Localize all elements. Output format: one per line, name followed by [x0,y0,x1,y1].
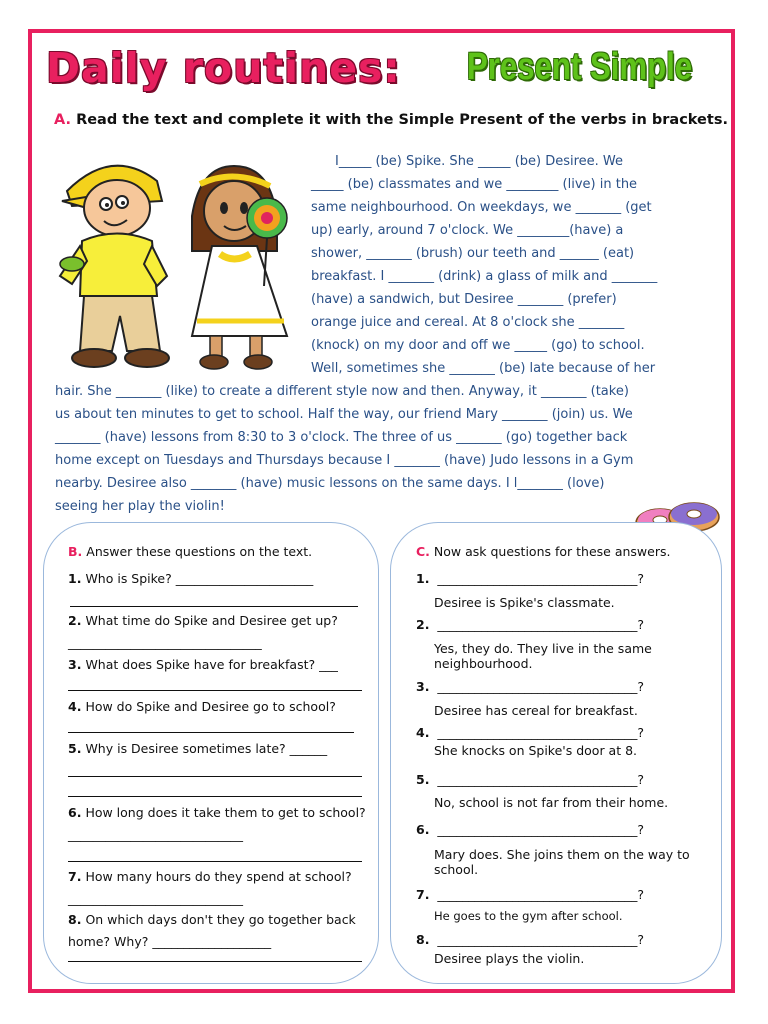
text-line: hair. She _______ (like) to create a different style now and then. Anyway, it _______ (take) [55,384,629,399]
reading-text-right [311,150,713,380]
question-5 [68,738,366,760]
c-answer-4: She knocks on Spike's door at 8. [434,743,638,758]
worksheet-title: Daily routines: [46,44,401,92]
text-line: _______ (have) lessons from 8:30 to 3 o'clock. The three of us _______ (go) together back [55,430,628,445]
item-number: 1. [416,571,430,586]
c-question-3 [416,676,644,698]
question-line[interactable]: ________________________________? [437,822,645,837]
question-4 [68,696,368,718]
section-c-letter: C. [416,544,430,559]
section-a-instruction [54,112,728,128]
text-line: nearby. Desiree also _______ (have) music lessons on the same days. I l_______ (love) [55,476,605,491]
item-number: 2. [416,617,430,632]
question-text: Why is Desiree sometimes late? ______ [85,741,328,756]
text-line: orange juice and cereal. At 8 o'clock she _______ [311,315,625,330]
section-c-instruction [416,541,670,563]
text-line: seeing her play the violin! [55,499,225,514]
text-line: same neighbourhood. On weekdays, we _______ (get [311,200,652,215]
text-line: (have) a sandwich, but Desiree _______ (prefer) [311,292,617,307]
item-number: 3. [416,679,430,694]
question-line[interactable]: ________________________________? [437,772,645,787]
item-number: 8. [416,932,430,947]
c-question-8 [416,929,644,951]
answer-line[interactable] [70,606,358,607]
text-line: shower, _______ (brush) our teeth and ______ (eat) [311,246,635,261]
answer-line[interactable] [68,861,362,862]
c-answer-1: Desiree is Spike's classmate. [434,595,615,610]
question-1 [68,568,366,590]
question-text: How many hours do they spend at school? ____________________________ [68,869,352,906]
c-question-4 [416,722,644,744]
c-answer-7: He goes to the gym after school. [434,909,623,923]
question-number: 1. [68,571,82,586]
children-illustration [52,146,302,382]
question-7 [68,866,366,909]
question-text: How long does it take them to get to school? ____________________________ [68,805,366,842]
section-a-letter: A. [54,112,71,128]
question-line[interactable]: ________________________________? [437,887,645,902]
answer-line[interactable] [68,796,362,797]
answer-line[interactable] [68,776,362,777]
answer-line[interactable] [68,961,362,962]
text-line: I_____ (be) Spike. She _____ (be) Desiree. We [335,154,624,169]
answer-line[interactable] [68,690,362,691]
question-number: 5. [68,741,82,756]
question-8 [68,909,366,952]
boy-figure [60,166,169,367]
item-number: 7. [416,887,430,902]
text-line: up) early, around 7 o'clock. We ________(have) a [311,223,624,238]
question-number: 8. [68,912,82,927]
question-number: 3. [68,657,82,672]
c-answer-2: Yes, they do. They live in the same neighbourhood. [434,641,652,671]
text-line: us about ten minutes to get to school. Half the way, our friend Mary _______ (join) us. We [55,407,633,422]
question-line[interactable]: ________________________________? [437,571,645,586]
girl-figure [192,166,287,369]
question-line[interactable]: ________________________________? [437,679,645,694]
question-text: Who is Spike? ______________________ [85,571,314,586]
text-line: breakfast. I _______ (drink) a glass of milk and _______ [311,269,658,284]
c-question-1 [416,568,644,590]
c-answer-5: No, school is not far from their home. [434,795,669,810]
question-line[interactable]: ________________________________? [437,725,645,740]
question-number: 6. [68,805,82,820]
c-question-6 [416,819,644,841]
answer-line[interactable] [68,732,354,733]
question-3 [68,654,366,676]
text-line: (knock) on my door and off we _____ (go) to school. [311,338,645,353]
section-b-instruction [68,541,312,563]
item-number: 4. [416,725,430,740]
question-6 [68,802,366,845]
question-2 [68,610,366,653]
worksheet-subtitle: Present Simple [467,46,693,88]
c-question-2 [416,614,644,636]
c-question-7 [416,884,644,906]
text-line: Well, sometimes she _______ (be) late because of her [311,361,656,376]
item-number: 6. [416,822,430,837]
question-text: On which days don't they go together back home? Why? ___________________ [68,912,356,949]
c-answer-3: Desiree has cereal for breakfast. [434,703,638,718]
c-question-5 [416,769,644,791]
section-b-letter: B. [68,544,83,559]
reading-text-full [55,380,713,518]
section-a-text: Read the text and complete it with the Simple Present of the verbs in brackets. [76,112,728,128]
text-line: _____ (be) classmates and we ________ (live) in the [311,177,638,192]
question-line[interactable]: ________________________________? [437,617,645,632]
text-line: home except on Tuesdays and Thursdays because I _______ (have) Judo lessons in a Gym [55,453,634,468]
section-b-text: Answer these questions on the text. [86,544,313,559]
section-c-text: Now ask questions for these answers. [433,544,671,559]
c-answer-6: Mary does. She joins them on the way to school. [434,847,690,877]
question-number: 2. [68,613,82,628]
question-text: How do Spike and Desiree go to school? [85,699,336,714]
question-number: 7. [68,869,82,884]
question-text: What does Spike have for breakfast? ___ [85,657,338,672]
c-answer-8: Desiree plays the violin. [434,951,585,966]
question-line[interactable]: ________________________________? [437,932,645,947]
question-number: 4. [68,699,82,714]
item-number: 5. [416,772,430,787]
question-text: What time do Spike and Desiree get up? _______________________________ [68,613,338,650]
